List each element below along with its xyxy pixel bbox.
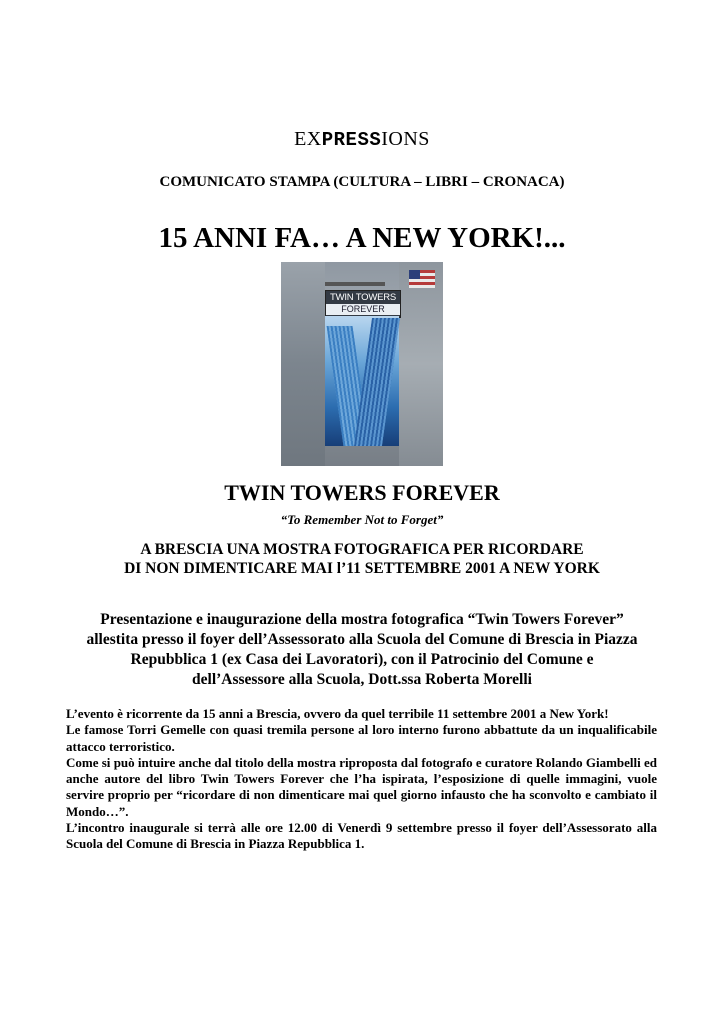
cover-title-banner bbox=[325, 290, 401, 318]
brand-mid: PRESS bbox=[321, 129, 382, 151]
brand-title bbox=[0, 128, 724, 151]
cover-left-panel bbox=[281, 262, 325, 466]
cover-title-line2: FOREVER bbox=[326, 304, 400, 315]
intro-line-1: Presentazione e inaugurazione della mostra fotografica “Twin Towers Forever” bbox=[100, 611, 624, 628]
cover-author-line bbox=[325, 282, 385, 286]
brand-suffix: IONS bbox=[381, 128, 430, 150]
body-paragraph-2: Le famose Torri Gemelle con quasi tremila persone al loro interno furono abbattute da un inqualificabile attacco terroristico. bbox=[66, 722, 657, 754]
event-quote: “To Remember Not to Forget” bbox=[280, 512, 444, 527]
tower-right bbox=[354, 318, 400, 446]
announce-line-2: DI NON DIMENTICARE MAI l’11 SETTEMBRE 2001 A NEW YORK bbox=[124, 560, 600, 577]
headline: 15 ANNI FA… A NEW YORK!... bbox=[158, 222, 566, 254]
event-title: TWIN TOWERS FOREVER bbox=[224, 480, 500, 505]
announcement bbox=[0, 540, 724, 578]
intro-line-4: dell’Assessore alla Scuola, Dott.ssa Roberta Morelli bbox=[192, 671, 532, 688]
book-cover-image bbox=[281, 262, 443, 466]
brand-prefix: EX bbox=[294, 128, 322, 150]
body-paragraph-3: Come si può intuire anche dal titolo della mostra riproposta dal fotografo e curatore Rolando Giambelli ed anche autore del libro Twin Towers Forever che l’ha ispirata, l’esposizione di quelle immagini, vuole servire proprio per “ricordare di non dimenticare mai quel giorno infausto che ha sconvolto e cambiato il Mondo…”. bbox=[66, 754, 657, 819]
announce-line-1: A BRESCIA UNA MOSTRA FOTOGRAFICA PER RICORDARE bbox=[140, 541, 584, 558]
body-text bbox=[66, 706, 657, 853]
cover-title-line1: TWIN TOWERS bbox=[329, 292, 397, 303]
intro-line-2: allestita presso il foyer dell’Assessorato alla Scuola del Comune di Brescia in Piazza bbox=[86, 631, 638, 648]
body-paragraph-1: L’evento è ricorrente da 15 anni a Brescia, ovvero da quel terribile 11 settembre 2001 a New York! bbox=[66, 706, 609, 721]
flag-image bbox=[409, 270, 435, 288]
press-release-subtitle: COMUNICATO STAMPA (CULTURA – LIBRI – CRONACA) bbox=[159, 174, 565, 190]
intro-paragraph bbox=[62, 610, 662, 690]
towers-photo bbox=[325, 316, 399, 446]
intro-line-3: Repubblica 1 (ex Casa dei Lavoratori), con il Patrocinio del Comune e bbox=[130, 651, 594, 668]
cover-right-panel bbox=[399, 262, 443, 466]
body-paragraph-4: L’incontro inaugurale si terrà alle ore 12.00 di Venerdì 9 settembre presso il foyer dell’Assessorato alla Scuola del Comune di Brescia in Piazza Repubblica 1. bbox=[66, 820, 657, 852]
